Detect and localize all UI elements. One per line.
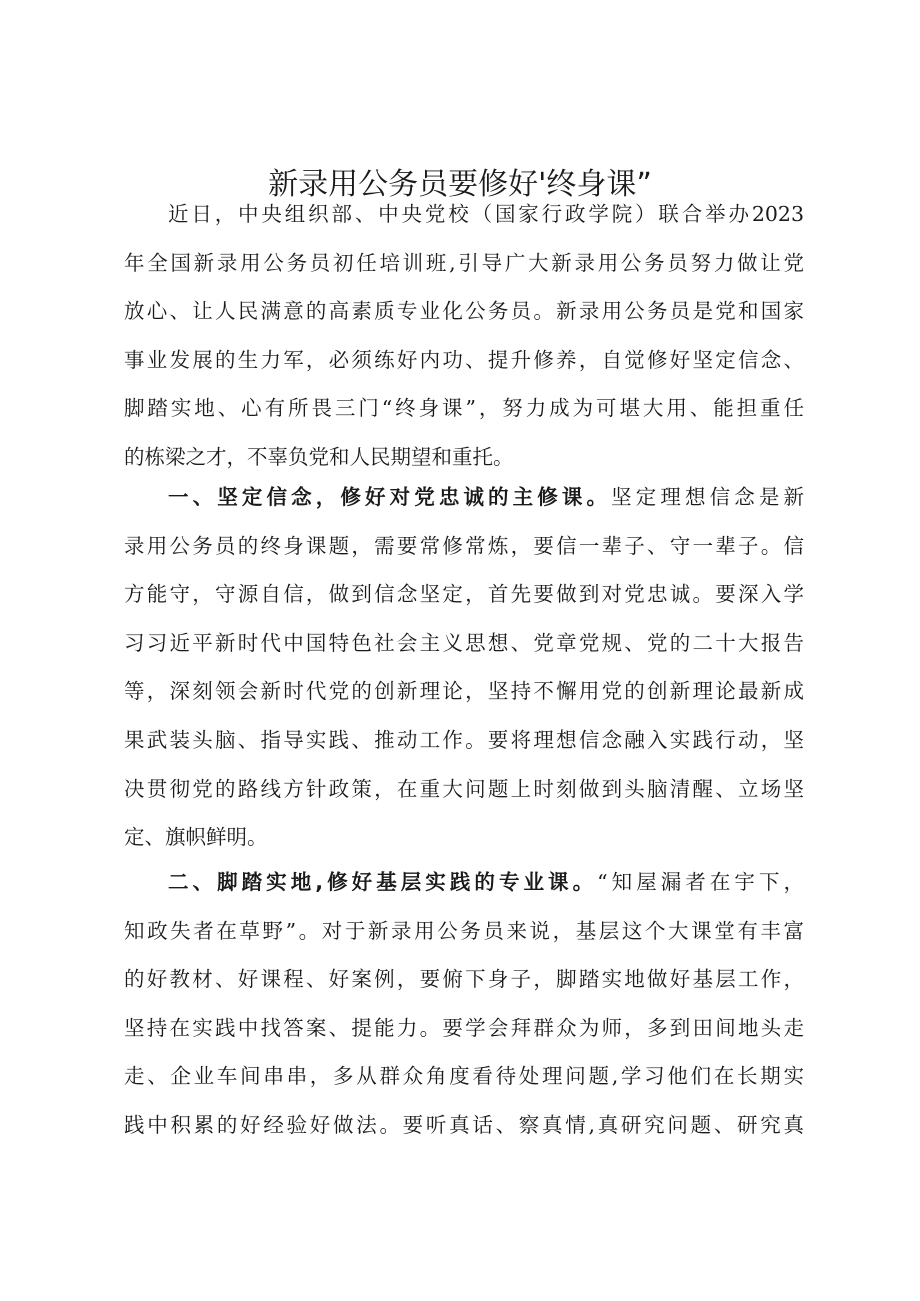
paragraph-line: 脚踏实地、心有所畏三门“终身课”，努力成为可堪大用、能担重任: [124, 396, 804, 421]
paragraph-section-two: [124, 858, 804, 1150]
paragraph-line: 方能守，守源自信，做到信念坚定，首先要做到对党忠诚。要深入学: [124, 582, 804, 607]
document-title: 新录用公务员要修好'终身课”: [268, 167, 652, 202]
paragraph-line: 习习近平新时代中国特色社会主义思想、党章党规、党的二十大报告: [124, 630, 804, 655]
paragraph-line: 定、旗帜鲜明。: [124, 825, 268, 850]
paragraph-line-text: 坚定理想信念是新: [611, 485, 805, 509]
paragraph-line: 近日，中央组织部、中央党校（国家行政学院）联合举办2023: [168, 202, 804, 226]
section-heading: 一、坚定信念，修好对党忠诚的主修课。: [168, 485, 612, 509]
paragraph-line-text: “知屋漏者在宇下，: [597, 870, 804, 894]
paragraph-line: 果武装头脑、指导实践、推动工作。要将理想信念融入实践行动，坚: [124, 727, 804, 752]
section-heading: 二、脚踏实地,修好基层实践的专业课。: [168, 870, 598, 894]
paragraph-line: 录用公务员的终身课题，需要常修常炼，要信一辈子、守一辈子。信: [124, 533, 804, 558]
paragraph-intro: [124, 190, 804, 482]
paragraph-line: 事业发展的生力军，必须练好内功、提升修养，自觉修好坚定信念、: [124, 347, 804, 372]
paragraph-line: 等，深刻领会新时代党的创新理论，坚持不懈用党的创新理论最新成: [124, 679, 804, 704]
paragraph-line: 年全国新录用公务员初任培训班,引导广大新录用公务员努力做让党: [124, 250, 804, 275]
paragraph-line: 决贯彻党的路线方针政策，在重大问题上时刻做到头脑清醒、立场坚: [124, 776, 804, 801]
paragraph-line: 的好教材、好课程、好案例，要俯下身子，脚踏实地做好基层工作，: [124, 967, 804, 992]
paragraph-line: [124, 473, 804, 522]
paragraph-line: [124, 858, 804, 907]
paragraph-line: 坚持在实践中找答案、提能力。要学会拜群众为师，多到田间地头走: [124, 1015, 804, 1040]
paragraph-section-one: [124, 473, 804, 862]
paragraph-line: 知政失者在草野”。对于新录用公务员来说，基层这个大课堂有丰富: [124, 918, 804, 943]
paragraph-line: 走、企业车间串串，多从群众角度看待处理问题,学习他们在长期实: [124, 1064, 804, 1089]
paragraph-line: 放心、让人民满意的高素质专业化公务员。新录用公务员是党和国家: [124, 299, 804, 324]
paragraph-line: 的栋梁之才，不辜负党和人民期望和重托。: [124, 444, 514, 469]
paragraph-line: 践中积累的好经验好做法。要听真话、察真情,真研究问题、研究真: [124, 1112, 804, 1137]
